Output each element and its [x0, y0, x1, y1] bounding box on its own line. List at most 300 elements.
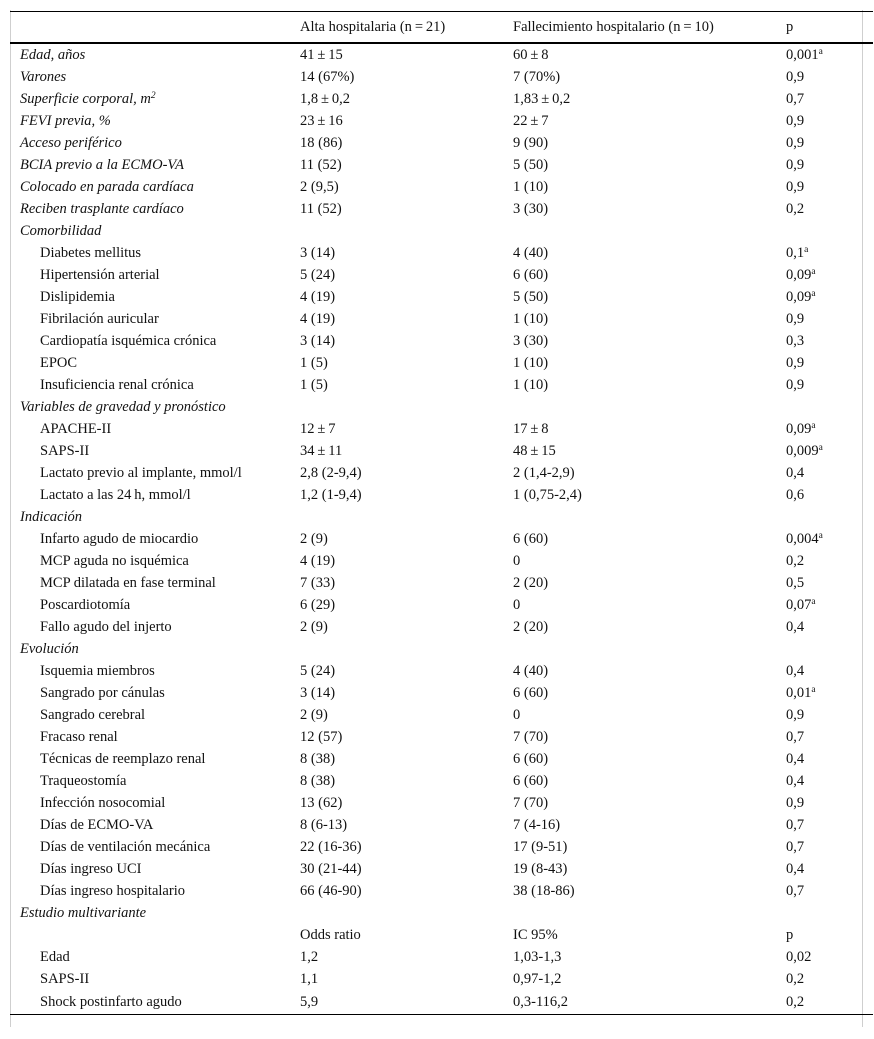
cell-fallecimiento: 1 (10): [513, 179, 549, 195]
p-value-text: 0,4: [786, 465, 805, 481]
cell-p-value: [786, 946, 873, 968]
results-table: [10, 11, 873, 1015]
cell-fallecimiento: [513, 396, 786, 418]
p-value-text: 0,2: [786, 553, 805, 569]
cell-alta: 11 (52): [300, 201, 342, 217]
cell-alta: 3 (14): [300, 245, 336, 261]
row-label: [10, 638, 300, 660]
cell-alta: 3 (14): [300, 333, 336, 349]
cell-alta: 14 (67%): [300, 69, 355, 85]
row-label-text: FEVI previa, %: [20, 113, 111, 129]
footnote-marker: a: [818, 531, 823, 541]
cell-p-value: [786, 418, 873, 440]
cell-alta: [300, 638, 513, 660]
cell-alta: [300, 396, 513, 418]
cell-alta: 34 ± 11: [300, 443, 343, 459]
table-row: [10, 462, 873, 484]
row-label: [10, 880, 300, 902]
row-label: [10, 484, 300, 506]
cell-fallecimiento: 7 (70): [513, 795, 549, 811]
row-label-text: Lactato previo al implante, mmol/l: [40, 465, 242, 481]
cell-fallecimiento: 19 (8-43): [513, 861, 568, 877]
row-label-text: Insuficiencia renal crónica: [40, 377, 194, 393]
row-label-text: Fallo agudo del injerto: [40, 619, 172, 635]
cell-fallecimiento: 6 (60): [513, 685, 549, 701]
cell-alta: Odds ratio: [300, 927, 361, 943]
cell-fallecimiento: 5 (50): [513, 289, 549, 305]
table-row: [10, 616, 873, 638]
row-label-text: Días ingreso hospitalario: [40, 883, 185, 899]
cell-p-value: [786, 506, 873, 528]
p-value-text: 0,4: [786, 751, 805, 767]
row-label-text: Edad, años: [20, 47, 86, 63]
row-label-text: MCP aguda no isquémica: [40, 553, 189, 569]
p-value-text: 0,9: [786, 113, 805, 129]
header-row: [10, 12, 873, 44]
row-label: [10, 506, 300, 528]
cell-fallecimiento: [513, 506, 786, 528]
cell-fallecimiento: 60 ± 8: [513, 47, 549, 63]
cell-p-value: [786, 330, 873, 352]
cell-p-value: [786, 198, 873, 220]
row-label: [10, 990, 300, 1015]
header-variable: [10, 12, 300, 44]
cell-p-value: [786, 462, 873, 484]
table-row: [10, 440, 873, 462]
footnote-marker: a: [804, 245, 809, 255]
p-value-text: 0,7: [786, 817, 805, 833]
cell-p-value: [786, 638, 873, 660]
row-label: [10, 550, 300, 572]
cell-alta: 3 (14): [300, 685, 336, 701]
p-value-text: 0,01: [786, 685, 812, 701]
row-label-text: Shock postinfarto agudo: [40, 994, 182, 1010]
row-label-text: Traqueostomía: [40, 773, 127, 789]
cell-p-value: [786, 440, 873, 462]
cell-alta: 1,1: [300, 971, 319, 987]
table-row: [10, 506, 873, 528]
cell-fallecimiento: 0: [513, 597, 521, 613]
row-label-text: Días de ECMO-VA: [40, 817, 154, 833]
cell-alta: 30 (21-44): [300, 861, 362, 877]
row-label: [10, 88, 300, 110]
cell-fallecimiento: 3 (30): [513, 333, 549, 349]
cell-p-value: [786, 154, 873, 176]
row-label: [10, 396, 300, 418]
table-row: [10, 968, 873, 990]
row-label-text: Días ingreso UCI: [40, 861, 142, 877]
row-label-text: Dislipidemia: [40, 289, 115, 305]
cell-fallecimiento: 7 (70): [513, 729, 549, 745]
table-row: [10, 638, 873, 660]
table-row: [10, 946, 873, 968]
cell-alta: 66 (46-90): [300, 883, 362, 899]
row-label-text: Infección nosocomial: [40, 795, 166, 811]
cell-alta: 2 (9): [300, 531, 328, 547]
row-label-text: Lactato a las 24 h, mmol/l: [40, 487, 191, 503]
p-value-text: 0,9: [786, 377, 805, 393]
cell-p-value: [786, 374, 873, 396]
cell-p-value: [786, 528, 873, 550]
cell-alta: 5 (24): [300, 663, 336, 679]
row-label: [10, 814, 300, 836]
cell-alta: [300, 506, 513, 528]
p-value-text: 0,9: [786, 69, 805, 85]
cell-fallecimiento: 6 (60): [513, 267, 549, 283]
p-value-text: 0,009: [786, 443, 819, 459]
table-row: [10, 792, 873, 814]
p-value-text: 0,09: [786, 267, 812, 283]
cell-p-value: [786, 836, 873, 858]
p-value-text: 0,5: [786, 575, 805, 591]
p-value-text: p: [786, 927, 794, 943]
cell-fallecimiento: 1 (10): [513, 355, 549, 371]
table-row: [10, 220, 873, 242]
cell-alta: 13 (62): [300, 795, 343, 811]
table-row: [10, 264, 873, 286]
row-label-text: Fracaso renal: [40, 729, 118, 745]
cell-p-value: [786, 550, 873, 572]
cell-fallecimiento: 9 (90): [513, 135, 549, 151]
row-label: [10, 968, 300, 990]
row-label-text: SAPS-II: [40, 443, 90, 459]
cell-alta: 2,8 (2-9,4): [300, 465, 362, 481]
cell-alta: 4 (19): [300, 311, 336, 327]
cell-fallecimiento: 38 (18-86): [513, 883, 575, 899]
cell-fallecimiento: 2 (1,4-2,9): [513, 465, 575, 481]
cell-fallecimiento: 17 (9-51): [513, 839, 568, 855]
cell-fallecimiento: 0,97-1,2: [513, 971, 562, 987]
cell-alta: 5,9: [300, 994, 319, 1010]
label-superscript: 2: [150, 91, 156, 101]
p-value-text: 0,09: [786, 289, 812, 305]
row-label: [10, 308, 300, 330]
table-row: [10, 43, 873, 66]
p-value-text: 0,3: [786, 333, 805, 349]
cell-alta: 41 ± 15: [300, 47, 343, 63]
cell-p-value: [786, 352, 873, 374]
cell-alta: 6 (29): [300, 597, 336, 613]
p-value-text: 0,2: [786, 994, 805, 1010]
row-label: [10, 528, 300, 550]
table-row: [10, 550, 873, 572]
row-label-text: Edad: [40, 949, 70, 965]
cell-p-value: [786, 594, 873, 616]
row-label: [10, 176, 300, 198]
cell-alta: 4 (19): [300, 289, 336, 305]
cell-p-value: [786, 66, 873, 88]
cell-fallecimiento: 5 (50): [513, 157, 549, 173]
table-row: [10, 770, 873, 792]
cell-fallecimiento: 6 (60): [513, 773, 549, 789]
cell-p-value: [786, 396, 873, 418]
cell-alta: [300, 220, 513, 242]
cell-p-value: [786, 308, 873, 330]
row-label-text: Variables de gravedad y pronóstico: [20, 399, 226, 415]
table-row: [10, 352, 873, 374]
table-row: [10, 572, 873, 594]
p-value-text: 0,1: [786, 245, 805, 261]
cell-fallecimiento: [513, 638, 786, 660]
cell-fallecimiento: 0,3-116,2: [513, 994, 569, 1010]
row-label-text: Técnicas de reemplazo renal: [40, 751, 206, 767]
row-label: [10, 902, 300, 924]
cell-p-value: [786, 880, 873, 902]
table-row: [10, 814, 873, 836]
cell-alta: 1 (5): [300, 355, 328, 371]
cell-alta: 8 (6-13): [300, 817, 348, 833]
cell-fallecimiento: 48 ± 15: [513, 443, 556, 459]
table-row: [10, 198, 873, 220]
row-label: [10, 242, 300, 264]
cell-p-value: [786, 286, 873, 308]
header-alta-hospitalaria: Alta hospitalaria (n = 21): [300, 19, 446, 35]
cell-p-value: [786, 748, 873, 770]
cell-fallecimiento: 1 (10): [513, 311, 549, 327]
row-label-text: Comorbilidad: [20, 223, 102, 239]
cell-alta: 12 (57): [300, 729, 343, 745]
row-label-text: Hipertensión arterial: [40, 267, 160, 283]
cell-fallecimiento: 4 (40): [513, 663, 549, 679]
p-value-text: 0,7: [786, 91, 805, 107]
row-label: [10, 462, 300, 484]
table-row: [10, 748, 873, 770]
cell-alta: 1,8 ± 0,2: [300, 91, 351, 107]
table-row: [10, 704, 873, 726]
row-label: [10, 352, 300, 374]
row-label-text: Varones: [20, 69, 67, 85]
row-label: [10, 704, 300, 726]
row-label-text: Indicación: [20, 509, 83, 525]
row-label-text: Diabetes mellitus: [40, 245, 142, 261]
p-value-text: 0,9: [786, 311, 805, 327]
row-label: [10, 330, 300, 352]
row-label-text: MCP dilatada en fase terminal: [40, 575, 216, 591]
footnote-marker: a: [811, 597, 816, 607]
row-label-text: Fibrilación auricular: [40, 311, 159, 327]
p-value-text: 0,9: [786, 179, 805, 195]
row-label: [10, 858, 300, 880]
row-label-text: Superficie corporal, m: [20, 91, 151, 107]
cell-alta: [300, 902, 513, 924]
footnote-marker: a: [811, 685, 816, 695]
row-label: [10, 616, 300, 638]
cell-p-value: [786, 616, 873, 638]
p-value-text: 0,7: [786, 729, 805, 745]
table-row: [10, 418, 873, 440]
cell-p-value: [786, 176, 873, 198]
p-value-text: 0,9: [786, 355, 805, 371]
table-row: [10, 990, 873, 1015]
p-value-text: 0,2: [786, 201, 805, 217]
cell-p-value: [786, 220, 873, 242]
cell-fallecimiento: 2 (20): [513, 575, 549, 591]
cell-p-value: [786, 704, 873, 726]
row-label: [10, 660, 300, 682]
cell-alta: 4 (19): [300, 553, 336, 569]
table-row: [10, 242, 873, 264]
table-row: [10, 682, 873, 704]
cell-fallecimiento: 6 (60): [513, 531, 549, 547]
table-row: [10, 660, 873, 682]
table-row: [10, 726, 873, 748]
table-row: [10, 924, 873, 946]
table-row: [10, 330, 873, 352]
cell-alta: 2 (9): [300, 707, 328, 723]
p-value-text: 0,2: [786, 971, 805, 987]
cell-alta: 2 (9,5): [300, 179, 339, 195]
row-label-text: Evolución: [20, 641, 79, 657]
cell-p-value: [786, 110, 873, 132]
cell-fallecimiento: 0: [513, 553, 521, 569]
p-value-text: 0,4: [786, 861, 805, 877]
cell-p-value: [786, 88, 873, 110]
cell-alta: 12 ± 7: [300, 421, 336, 437]
row-label: [10, 220, 300, 242]
cell-alta: 1,2: [300, 949, 319, 965]
table-row: [10, 176, 873, 198]
table-row: [10, 880, 873, 902]
footnote-marker: a: [818, 47, 823, 57]
row-label-text: Colocado en parada cardíaca: [20, 179, 194, 195]
row-label-text: Reciben trasplante cardíaco: [20, 201, 184, 217]
cell-alta: 18 (86): [300, 135, 343, 151]
row-label: [10, 946, 300, 968]
p-value-text: 0,6: [786, 487, 805, 503]
row-label-text: SAPS-II: [40, 971, 90, 987]
table-row: [10, 132, 873, 154]
row-label: [10, 594, 300, 616]
row-label: [10, 374, 300, 396]
row-label: [10, 66, 300, 88]
cell-p-value: [786, 132, 873, 154]
cell-fallecimiento: 7 (70%): [513, 69, 561, 85]
row-label: [10, 682, 300, 704]
cell-alta: 1,2 (1-9,4): [300, 487, 362, 503]
row-label-text: Estudio multivariante: [20, 905, 147, 921]
header-p-value: p: [786, 19, 794, 35]
p-value-text: 0,004: [786, 531, 819, 547]
p-value-text: 0,9: [786, 157, 805, 173]
p-value-text: 0,9: [786, 135, 805, 151]
p-value-text: 0,4: [786, 619, 805, 635]
cell-fallecimiento: 1 (0,75-2,4): [513, 487, 582, 503]
cell-fallecimiento: 3 (30): [513, 201, 549, 217]
footnote-marker: a: [818, 443, 823, 453]
table-row: [10, 836, 873, 858]
row-label: [10, 264, 300, 286]
table-row: [10, 594, 873, 616]
table-row: [10, 484, 873, 506]
cell-fallecimiento: 17 ± 8: [513, 421, 549, 437]
cell-p-value: [786, 660, 873, 682]
cell-fallecimiento: 22 ± 7: [513, 113, 549, 129]
p-value-text: 0,001: [786, 47, 819, 63]
cell-p-value: [786, 924, 873, 946]
table-row: [10, 88, 873, 110]
cell-fallecimiento: [513, 902, 786, 924]
row-label: [10, 572, 300, 594]
cell-fallecimiento: 6 (60): [513, 751, 549, 767]
cell-p-value: [786, 242, 873, 264]
row-label-text: Sangrado cerebral: [40, 707, 146, 723]
row-label-text: Infarto agudo de miocardio: [40, 531, 199, 547]
table-body: [10, 43, 873, 1015]
cell-fallecimiento: [513, 220, 786, 242]
row-label-text: Acceso periférico: [20, 135, 122, 151]
row-label: [10, 132, 300, 154]
p-value-text: 0,4: [786, 663, 805, 679]
p-value-text: 0,09: [786, 421, 812, 437]
table-row: [10, 396, 873, 418]
row-label: [10, 770, 300, 792]
p-value-text: 0,9: [786, 795, 805, 811]
cell-p-value: [786, 572, 873, 594]
cell-alta: 22 (16-36): [300, 839, 362, 855]
row-label: [10, 792, 300, 814]
cell-p-value: [786, 990, 873, 1015]
table-row: [10, 286, 873, 308]
row-label: [10, 836, 300, 858]
cell-alta: 1 (5): [300, 377, 328, 393]
cell-fallecimiento: 4 (40): [513, 245, 549, 261]
cell-fallecimiento: 2 (20): [513, 619, 549, 635]
footnote-marker: a: [811, 289, 816, 299]
cell-fallecimiento: IC 95%: [513, 927, 558, 943]
cell-fallecimiento: 1,83 ± 0,2: [513, 91, 571, 107]
row-label: [10, 154, 300, 176]
p-value-text: 0,4: [786, 773, 805, 789]
footnote-marker: a: [811, 267, 816, 277]
table-row: [10, 110, 873, 132]
row-label-text: APACHE-II: [40, 421, 112, 437]
p-value-text: 0,7: [786, 883, 805, 899]
row-label: [10, 110, 300, 132]
table-header: [10, 12, 873, 44]
row-label: [10, 43, 300, 66]
row-label-text: Días de ventilación mecánica: [40, 839, 211, 855]
p-value-text: 0,07: [786, 597, 812, 613]
row-label-text: EPOC: [40, 355, 78, 371]
cell-alta: 8 (38): [300, 773, 336, 789]
cell-p-value: [786, 682, 873, 704]
cell-alta: 5 (24): [300, 267, 336, 283]
table-row: [10, 308, 873, 330]
cell-fallecimiento: 1,03-1,3: [513, 949, 562, 965]
cell-p-value: [786, 770, 873, 792]
cell-alta: 23 ± 16: [300, 113, 343, 129]
table-row: [10, 154, 873, 176]
cell-p-value: [786, 902, 873, 924]
cell-p-value: [786, 726, 873, 748]
row-label-text: Isquemia miembros: [40, 663, 155, 679]
cell-fallecimiento: 0: [513, 707, 521, 723]
table-row: [10, 528, 873, 550]
row-label-text: Sangrado por cánulas: [40, 685, 165, 701]
cell-fallecimiento: 1 (10): [513, 377, 549, 393]
cell-alta: 7 (33): [300, 575, 336, 591]
header-fallecimiento-hospitalario: Fallecimiento hospitalario (n = 10): [513, 19, 714, 35]
cell-p-value: [786, 968, 873, 990]
footnote-marker: a: [811, 421, 816, 431]
cell-fallecimiento: 7 (4-16): [513, 817, 561, 833]
row-label: [10, 726, 300, 748]
cell-p-value: [786, 264, 873, 286]
row-label: [10, 748, 300, 770]
cell-p-value: [786, 814, 873, 836]
cell-p-value: [786, 484, 873, 506]
cell-p-value: [786, 792, 873, 814]
